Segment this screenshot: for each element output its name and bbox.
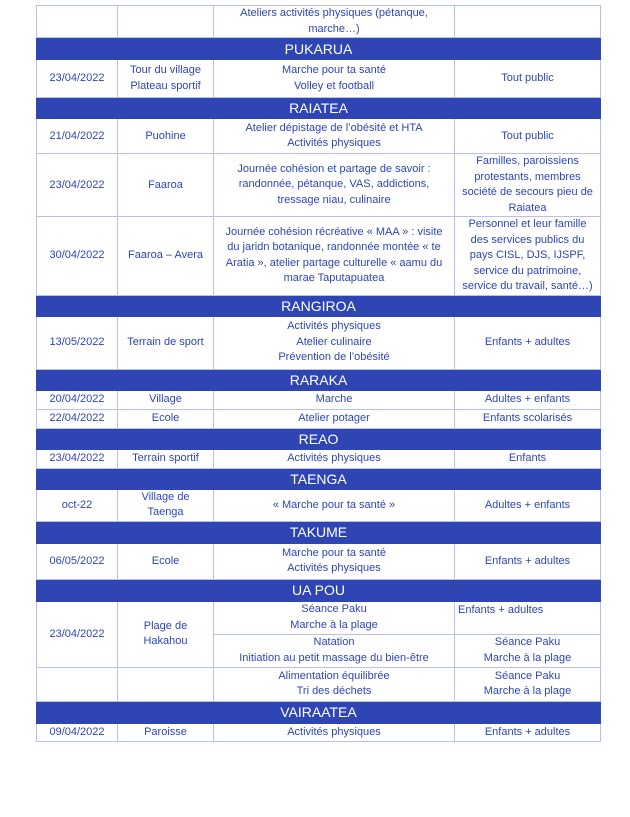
- public-cell-line: service du travail, santé…): [462, 280, 593, 292]
- public-cell: [455, 543, 601, 579]
- activities-cell-line: marae Taputapuatea: [283, 272, 385, 285]
- activities-cell: [214, 489, 455, 521]
- date-cell: oct-22: [37, 489, 118, 521]
- table-row: [37, 409, 601, 428]
- date-cell: [37, 667, 118, 701]
- section-header-row: [37, 521, 601, 543]
- activities-cell: [214, 723, 455, 741]
- table-row: [37, 154, 601, 217]
- public-cell-line: pays CISL, DJS, IJSPF,: [469, 249, 586, 261]
- activities-cell: [214, 119, 455, 154]
- section-header-row: [37, 369, 601, 390]
- public-cell-line: Enfants + adultes: [484, 554, 571, 567]
- public-cell-line: des services publics du: [470, 233, 585, 246]
- place-cell: [118, 217, 214, 296]
- activities-cell-line: Marche pour ta santé: [282, 64, 386, 76]
- public-cell: [455, 409, 601, 428]
- activities-cell-line: Activités physiques: [287, 320, 381, 333]
- activities-cell-line: Atelier potager: [298, 412, 370, 424]
- public-cell: [455, 119, 601, 154]
- activities-cell: [214, 601, 455, 634]
- public-cell-line: Enfants + adultes: [458, 603, 544, 616]
- table-row: [37, 667, 601, 701]
- public-cell-line: Séance Paku: [494, 636, 561, 648]
- activities-cell-line: Aratia », atelier partage culturelle « aamu du: [225, 256, 443, 269]
- place-cell-line: Faaroa – Avera: [127, 249, 203, 262]
- section-title: TAENGA: [37, 468, 601, 489]
- place-cell: [118, 316, 214, 369]
- activities-cell-line: Prévention de l’obésité: [278, 351, 390, 364]
- public-cell-line: Personnel et leur famille: [468, 218, 587, 230]
- date-cell: 20/04/2022: [37, 390, 118, 409]
- public-cell: [455, 723, 601, 741]
- activities-cell-line: Activités physiques: [287, 562, 381, 574]
- place-cell-line: Village de: [141, 490, 190, 503]
- public-cell-line: Tout public: [501, 129, 554, 142]
- activities-cell-line: Marche pour ta santé: [282, 546, 386, 559]
- date-cell: 06/05/2022: [37, 543, 118, 579]
- table-row: [37, 449, 601, 468]
- date-cell: 30/04/2022: [37, 217, 118, 296]
- place-cell-line: Ecole: [151, 554, 180, 567]
- activities-cell-line: Tri des déchets: [296, 685, 372, 697]
- public-cell-line: Tout public: [501, 72, 554, 84]
- public-cell: [455, 667, 601, 701]
- activities-cell: [214, 6, 455, 38]
- place-cell-line: Village: [149, 393, 182, 405]
- activities-cell-line: randonnée, pétanque, VAS, addictions,: [238, 178, 430, 191]
- activities-cell-line: Journée cohésion et partage de savoir :: [237, 162, 431, 175]
- activities-cell: [214, 217, 455, 296]
- activities-cell: [214, 543, 455, 579]
- section-title: RANGIROA: [37, 295, 601, 316]
- public-cell-line: société de secours pieu de: [462, 186, 593, 198]
- public-cell-line: Enfants scolarisés: [482, 412, 573, 424]
- activities-cell: [214, 667, 455, 701]
- activities-cell-line: Volley et football: [293, 79, 375, 92]
- activities-cell-line: Activités physiques: [287, 452, 381, 464]
- public-cell: [455, 154, 601, 217]
- activities-cell-line: Initiation au petit massage du bien-être: [239, 651, 429, 664]
- activities-cell-line: « Marche pour ta santé »: [272, 498, 396, 511]
- section-title: UA POU: [37, 579, 601, 601]
- place-cell-line: Tour du village: [130, 64, 201, 76]
- place-cell-line: Faaroa: [148, 178, 183, 191]
- public-cell: [455, 316, 601, 369]
- section-header-row: [37, 295, 601, 316]
- section-title: RARAKA: [37, 369, 601, 390]
- activities-cell: [214, 409, 455, 428]
- activities-cell-line: Atelier culinaire: [296, 335, 372, 348]
- section-title: VAIRAATEA: [37, 701, 601, 723]
- activities-cell-line: Journée cohésion récréative « MAA » : visite: [225, 225, 443, 238]
- section-header-row: [37, 579, 601, 601]
- section-title: RAIATEA: [37, 98, 601, 119]
- place-cell: [118, 723, 214, 741]
- public-cell-line: Raiatea: [508, 201, 547, 214]
- activities-table-body: [37, 6, 601, 742]
- section-title: PUKARUA: [37, 38, 601, 60]
- table-row: [37, 6, 601, 38]
- activities-cell-line: Atelier dépistage de l’obésité et HTA: [245, 121, 423, 134]
- activities-cell-line: Marche: [315, 393, 353, 405]
- place-cell: [118, 60, 214, 98]
- public-cell: [455, 6, 601, 38]
- activities-cell: [214, 60, 455, 98]
- public-cell-line: Familles, paroissiens: [476, 155, 579, 167]
- public-cell: [455, 449, 601, 468]
- place-cell: [118, 6, 214, 38]
- date-cell: 22/04/2022: [37, 409, 118, 428]
- public-cell: [455, 601, 601, 634]
- place-cell: [118, 667, 214, 701]
- public-cell-line: Enfants: [508, 452, 547, 464]
- activities-cell-line: du jaridn botanique, randonnée montée « te: [227, 241, 441, 254]
- table-row: [37, 217, 601, 296]
- place-cell-line: Taenga: [147, 506, 184, 518]
- table-row: [37, 390, 601, 409]
- place-cell: [118, 409, 214, 428]
- place-cell-line: Terrain sportif: [132, 452, 199, 464]
- public-cell-line: Adultes + enfants: [484, 393, 571, 405]
- table-row: [37, 119, 601, 154]
- public-cell: [455, 489, 601, 521]
- table-row: [37, 543, 601, 579]
- date-cell: 09/04/2022: [37, 723, 118, 741]
- activities-cell: [214, 154, 455, 217]
- table-row: [37, 723, 601, 741]
- activities-cell-line: Activités physiques: [287, 137, 381, 149]
- public-cell-line: Marche à la plage: [483, 651, 572, 664]
- place-cell: [118, 119, 214, 154]
- table-row: [37, 489, 601, 521]
- date-cell: 23/04/2022: [37, 449, 118, 468]
- public-cell: [455, 60, 601, 98]
- section-header-row: [37, 38, 601, 60]
- public-cell: [455, 634, 601, 667]
- activities-cell-line: marche…): [308, 22, 360, 35]
- place-cell-line: Puohine: [145, 129, 186, 142]
- date-cell: [37, 6, 118, 38]
- public-cell-line: Séance Paku: [494, 669, 561, 682]
- place-cell: [118, 489, 214, 521]
- activities-table: [36, 5, 601, 742]
- place-cell-line: Plateau sportif: [130, 79, 201, 92]
- activities-cell: [214, 316, 455, 369]
- public-cell-line: service du patrimoine,: [473, 264, 582, 277]
- table-row: [37, 601, 601, 634]
- place-cell: [118, 390, 214, 409]
- public-cell-line: protestants, membres: [474, 170, 581, 183]
- activities-cell: [214, 449, 455, 468]
- public-cell-line: Enfants + adultes: [484, 336, 571, 348]
- activities-cell-line: tressage niau, culinaire: [277, 193, 391, 206]
- date-cell: 21/04/2022: [37, 119, 118, 154]
- activities-cell-line: Alimentation équilibrée: [278, 669, 390, 682]
- place-cell: [118, 543, 214, 579]
- public-cell-line: Marche à la plage: [483, 685, 572, 697]
- table-row: [37, 316, 601, 369]
- public-cell: [455, 390, 601, 409]
- public-cell-line: Adultes + enfants: [484, 498, 571, 511]
- activities-cell-line: Séance Paku: [301, 603, 367, 615]
- activities-cell-line: Marche à la plage: [290, 618, 378, 631]
- place-cell: [118, 601, 214, 667]
- date-cell: 23/04/2022: [37, 601, 118, 667]
- activities-cell-line: Activités physiques: [287, 725, 381, 738]
- section-header-row: [37, 468, 601, 489]
- date-cell: 13/05/2022: [37, 316, 118, 369]
- activities-cell-line: Natation: [313, 636, 355, 648]
- table-row: [37, 60, 601, 98]
- date-cell: 23/04/2022: [37, 154, 118, 217]
- activities-cell: [214, 634, 455, 667]
- place-cell-line: Terrain de sport: [127, 336, 204, 348]
- section-title: TAKUME: [37, 521, 601, 543]
- section-header-row: [37, 428, 601, 449]
- place-cell: [118, 449, 214, 468]
- public-cell: [455, 217, 601, 296]
- place-cell: [118, 154, 214, 217]
- date-cell: 23/04/2022: [37, 60, 118, 98]
- public-cell-line: Enfants + adultes: [484, 725, 571, 738]
- place-cell-line: Paroisse: [144, 725, 187, 738]
- activities-cell-line: Ateliers activités physiques (pétanque,: [240, 7, 428, 19]
- section-header-row: [37, 98, 601, 119]
- place-cell-line: Ecole: [151, 412, 180, 424]
- activities-cell: [214, 390, 455, 409]
- place-cell-line: Hakahou: [143, 635, 188, 647]
- place-cell-line: Plage de: [143, 619, 188, 632]
- section-header-row: [37, 701, 601, 723]
- section-title: REAO: [37, 428, 601, 449]
